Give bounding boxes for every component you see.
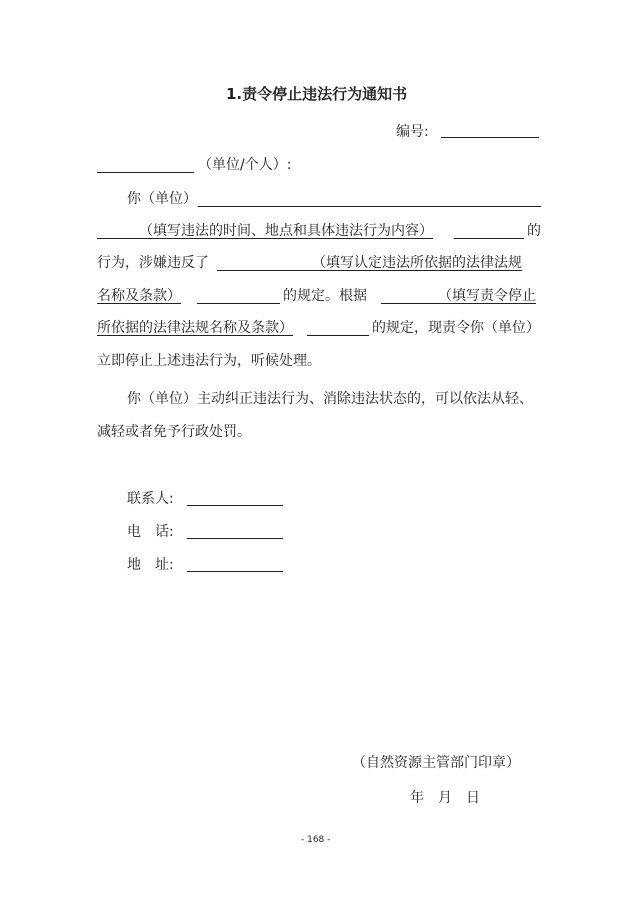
- violation-blank-tail[interactable]: [454, 238, 524, 239]
- number-label: 编号:: [396, 124, 429, 140]
- number-blank[interactable]: [441, 137, 539, 138]
- p2-line2: 减轻或者免予行政处罚。: [97, 424, 251, 440]
- party-blank[interactable]: [198, 206, 541, 207]
- p1-line2-end: 的: [527, 223, 541, 239]
- basis-instruction: （填写责令停止: [438, 288, 536, 304]
- basis-blank-tail[interactable]: [307, 335, 369, 336]
- basis-instruction-cont: 所依据的法律法规名称及条款）: [97, 320, 293, 336]
- address-label: 地 址:: [127, 557, 174, 573]
- basis-blank-lead[interactable]: [381, 303, 438, 304]
- violation-instruction: （填写违法的时间、地点和具体违法行为内容）: [139, 223, 433, 239]
- phone-blank[interactable]: [187, 538, 283, 539]
- document-title: 1.责令停止违法行为通知书: [226, 85, 408, 103]
- law-blank-tail[interactable]: [197, 303, 280, 304]
- law-instruction-cont: 名称及条款）: [97, 288, 181, 304]
- addressee-blank[interactable]: [97, 172, 194, 173]
- p2-line1: 你（单位）主动纠正违法行为、消除违法状态的，可以依法从轻、: [127, 391, 533, 407]
- p1-line3-prefix: 行为，涉嫌违反了: [97, 255, 209, 271]
- law-blank-lead[interactable]: [217, 270, 312, 271]
- phone-label: 电 话:: [127, 524, 174, 540]
- law-instruction: （填写认定违法所依据的法律法规: [312, 255, 522, 271]
- contact-person-label: 联系人:: [127, 491, 174, 507]
- seal-label: （自然资源主管部门印章）: [352, 755, 520, 771]
- p1-line1-prefix: 你（单位）: [127, 191, 197, 207]
- date-label: 年 月 日: [410, 790, 480, 806]
- page-number: - 168 -: [301, 835, 331, 845]
- p1-line4-mid: 的规定。根据: [283, 288, 367, 304]
- violation-blank-lead[interactable]: [97, 238, 139, 239]
- contact-person-blank[interactable]: [187, 505, 283, 506]
- addressee-suffix: （单位/个人）:: [198, 157, 292, 173]
- p1-line6: 立即停止上述违法行为，听候处理。: [97, 353, 321, 369]
- p1-line5-end: 的规定，现责令你（单位）: [372, 320, 540, 336]
- address-blank[interactable]: [187, 571, 283, 572]
